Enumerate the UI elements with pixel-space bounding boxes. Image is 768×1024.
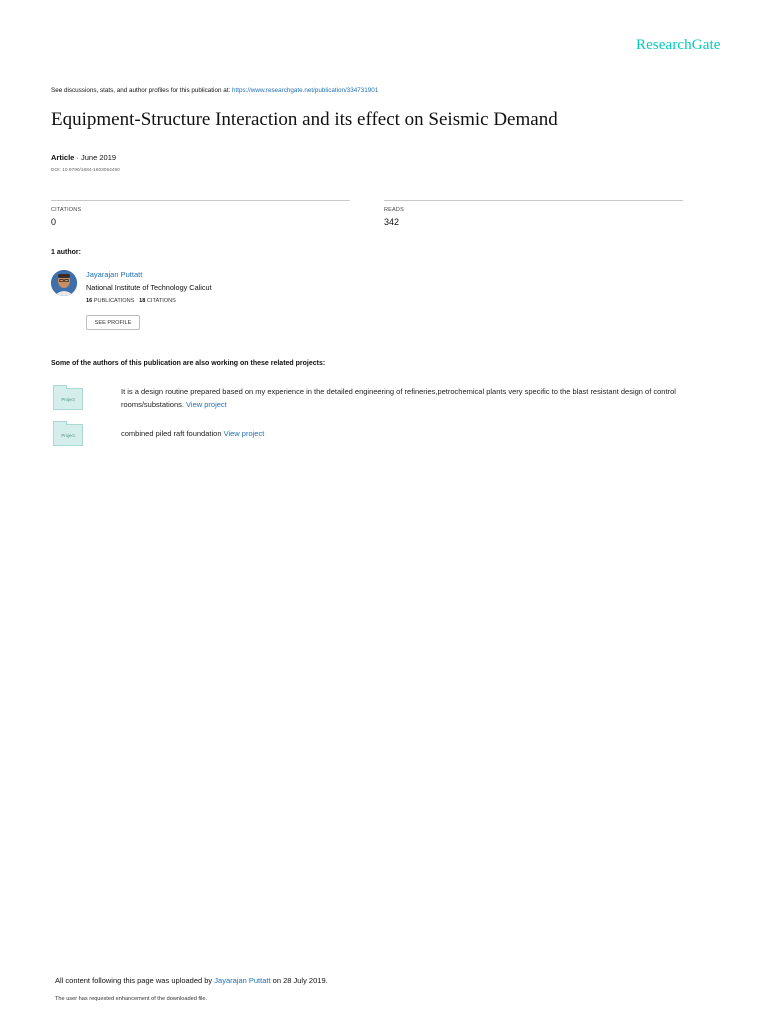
author-citations-label: CITATIONS	[146, 298, 176, 304]
folder-tab	[53, 421, 67, 425]
authors-count-label: 1 author:	[51, 249, 81, 256]
author-portrait-icon	[51, 270, 77, 296]
author-avatar[interactable]	[51, 270, 77, 296]
author-citations-count: 18	[139, 298, 146, 304]
view-project-link[interactable]: View project	[186, 399, 227, 409]
author-name-link[interactable]: Jayarajan Puttatt	[86, 270, 143, 279]
reads-divider	[384, 200, 683, 201]
see-discussions-line	[51, 87, 378, 94]
reads-value: 342	[384, 217, 400, 227]
citations-value: 0	[51, 217, 57, 227]
project-text: It is a design routine prepared based on my experience in the detailed engineering of refineries,petrochemical plants very specific to the blast resistant design of control rooms/substations.	[121, 387, 676, 409]
uploader-link[interactable]: Jayarajan Puttatt	[214, 976, 271, 985]
publication-type: Article	[51, 153, 75, 162]
enhancement-note: The user has requested enhancement of the downloaded file.	[55, 996, 208, 1002]
author-publications-label: PUBLICATIONS	[93, 298, 135, 304]
publication-date: · June 2019	[74, 153, 117, 162]
project-text: combined piled raft foundation	[121, 429, 222, 438]
project-icon-label: Project	[61, 397, 75, 402]
citations-label: CITATIONS	[51, 207, 82, 213]
upload-prefix: All content following this page was uploaded by	[55, 976, 215, 985]
see-profile-button[interactable]: SEE PROFILE	[86, 315, 140, 330]
citations-divider	[51, 200, 350, 201]
related-projects-heading: Some of the authors of this publication are also working on these related projects:	[51, 360, 326, 367]
author-institution: National Institute of Technology Calicut	[86, 283, 212, 292]
researchgate-logo[interactable]: ResearchGate	[636, 37, 721, 53]
publication-url-link[interactable]: https://www.researchgate.net/publication/334731901	[231, 87, 379, 94]
project-icon-label: Project	[61, 433, 75, 438]
reads-label: READS	[384, 207, 404, 213]
see-discussions-text: See discussions, stats, and author profiles for this publication at:	[51, 87, 232, 94]
project-folder-icon[interactable]	[53, 424, 83, 446]
author-publications-count: 16	[86, 298, 93, 304]
publication-meta	[51, 153, 116, 162]
project-description	[121, 428, 701, 441]
upload-note	[55, 976, 328, 985]
publication-title: Equipment-Structure Interaction and its effect on Seismic Demand	[51, 109, 558, 130]
upload-suffix: on 28 July 2019.	[270, 976, 328, 985]
project-folder-icon[interactable]	[53, 388, 83, 410]
publication-doi: DOI: 10.9790/1684-1603054450	[51, 168, 120, 173]
folder-tab	[53, 385, 67, 389]
project-description	[121, 386, 701, 411]
author-stats	[86, 298, 176, 304]
view-project-link[interactable]: View project	[223, 429, 265, 438]
